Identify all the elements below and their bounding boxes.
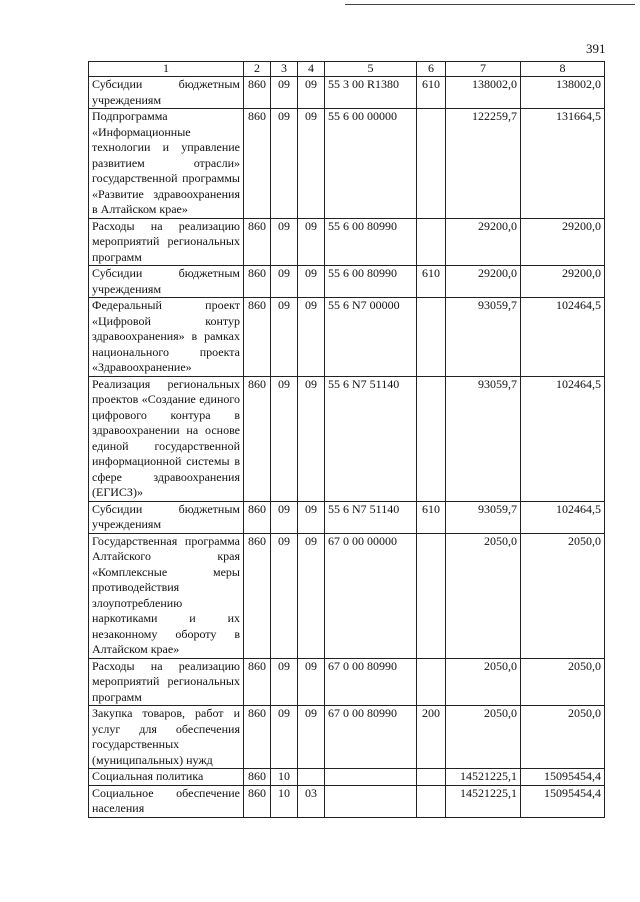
header-row xyxy=(89,62,605,77)
row-amount-col7: 29200,0 xyxy=(446,218,521,266)
row-expense-type: 610 xyxy=(417,77,446,109)
row-name: Закупка товаров, работ и услуг для обеспечения государственных (муниципальных) нужд xyxy=(89,706,244,769)
row-section: 09 xyxy=(271,533,298,658)
table-row xyxy=(89,218,605,266)
row-amount-col7: 2050,0 xyxy=(446,533,521,658)
row-target-article: 55 6 N7 51140 xyxy=(325,376,417,501)
row-expense-type xyxy=(417,769,446,786)
row-section: 09 xyxy=(271,658,298,706)
row-expense-type: 200 xyxy=(417,706,446,769)
table-row xyxy=(89,376,605,501)
row-expense-type xyxy=(417,658,446,706)
row-amount-col7: 93059,7 xyxy=(446,501,521,533)
row-target-article: 67 0 00 80990 xyxy=(325,658,417,706)
header-col-1: 1 xyxy=(89,62,244,77)
row-name: Субсидии бюджетным учреждениям xyxy=(89,77,244,109)
row-subsection: 09 xyxy=(298,658,325,706)
row-target-article xyxy=(325,785,417,817)
row-expense-type xyxy=(417,298,446,377)
table-row xyxy=(89,658,605,706)
row-name: Федеральный проект «Цифровой контур здравоохранения» в рамках национального проекта «Здравоохранение» xyxy=(89,298,244,377)
table-row xyxy=(89,785,605,817)
row-amount-col7: 122259,7 xyxy=(446,109,521,219)
row-amount-col7: 2050,0 xyxy=(446,706,521,769)
row-subsection: 09 xyxy=(298,266,325,298)
row-target-article: 67 0 00 80990 xyxy=(325,706,417,769)
row-section: 10 xyxy=(271,769,298,786)
row-amount-col8: 29200,0 xyxy=(521,218,605,266)
row-admin-code: 860 xyxy=(244,533,271,658)
row-name: Социальное обеспечение населения xyxy=(89,785,244,817)
header-col-7: 7 xyxy=(446,62,521,77)
row-section: 09 xyxy=(271,266,298,298)
row-subsection: 09 xyxy=(298,77,325,109)
table-row xyxy=(89,109,605,219)
budget-table xyxy=(88,61,605,818)
row-expense-type xyxy=(417,109,446,219)
row-admin-code: 860 xyxy=(244,109,271,219)
row-name: Расходы на реализацию мероприятий региональных программ xyxy=(89,658,244,706)
table-row xyxy=(89,501,605,533)
row-amount-col8: 131664,5 xyxy=(521,109,605,219)
row-name: Социальная политика xyxy=(89,769,244,786)
table-row xyxy=(89,706,605,769)
row-expense-type xyxy=(417,785,446,817)
row-subsection: 09 xyxy=(298,706,325,769)
row-expense-type xyxy=(417,218,446,266)
row-amount-col7: 29200,0 xyxy=(446,266,521,298)
row-target-article: 55 6 N7 00000 xyxy=(325,298,417,377)
row-target-article: 67 0 00 00000 xyxy=(325,533,417,658)
header-col-8: 8 xyxy=(521,62,605,77)
row-admin-code: 860 xyxy=(244,785,271,817)
row-admin-code: 860 xyxy=(244,501,271,533)
row-amount-col7: 14521225,1 xyxy=(446,769,521,786)
row-amount-col7: 2050,0 xyxy=(446,658,521,706)
top-rule xyxy=(345,4,635,5)
row-expense-type: 610 xyxy=(417,501,446,533)
row-amount-col8: 102464,5 xyxy=(521,298,605,377)
row-amount-col8: 102464,5 xyxy=(521,376,605,501)
row-section: 09 xyxy=(271,706,298,769)
row-target-article: 55 6 00 80990 xyxy=(325,218,417,266)
row-admin-code: 860 xyxy=(244,376,271,501)
row-amount-col7: 14521225,1 xyxy=(446,785,521,817)
row-section: 09 xyxy=(271,298,298,377)
row-amount-col8: 2050,0 xyxy=(521,658,605,706)
row-name: Расходы на реализацию мероприятий региональных программ xyxy=(89,218,244,266)
row-expense-type xyxy=(417,376,446,501)
row-section: 09 xyxy=(271,109,298,219)
row-amount-col8: 138002,0 xyxy=(521,77,605,109)
page-number: 391 xyxy=(586,41,606,56)
row-admin-code: 860 xyxy=(244,218,271,266)
row-target-article: 55 6 00 80990 xyxy=(325,266,417,298)
row-subsection: 09 xyxy=(298,376,325,501)
row-admin-code: 860 xyxy=(244,769,271,786)
row-subsection: 09 xyxy=(298,501,325,533)
row-admin-code: 860 xyxy=(244,706,271,769)
row-name: Субсидии бюджетным учреждениям xyxy=(89,266,244,298)
row-name: Реализация региональных проектов «Создание единого цифрового контура в здравоохранении на основе единой государственной информационной системы в сфере здравоохранения (ЕГИСЗ)» xyxy=(89,376,244,501)
table-row xyxy=(89,77,605,109)
header-col-5: 5 xyxy=(325,62,417,77)
row-subsection: 09 xyxy=(298,533,325,658)
row-expense-type xyxy=(417,533,446,658)
table-row xyxy=(89,298,605,377)
row-subsection: 03 xyxy=(298,785,325,817)
row-name: Субсидии бюджетным учреждениям xyxy=(89,501,244,533)
row-target-article xyxy=(325,769,417,786)
table-row xyxy=(89,266,605,298)
row-admin-code: 860 xyxy=(244,658,271,706)
row-amount-col8: 2050,0 xyxy=(521,706,605,769)
row-amount-col7: 93059,7 xyxy=(446,298,521,377)
row-subsection xyxy=(298,769,325,786)
row-target-article: 55 3 00 R1380 xyxy=(325,77,417,109)
header-col-2: 2 xyxy=(244,62,271,77)
row-section: 09 xyxy=(271,77,298,109)
table-row xyxy=(89,769,605,786)
row-target-article: 55 6 N7 51140 xyxy=(325,501,417,533)
row-section: 09 xyxy=(271,376,298,501)
row-name: Подпрограмма «Информационные технологии и управление развитием отрасли» государственной программы «Развитие здравоохранения в Алтайском крае» xyxy=(89,109,244,219)
row-subsection: 09 xyxy=(298,109,325,219)
row-admin-code: 860 xyxy=(244,77,271,109)
row-section: 09 xyxy=(271,501,298,533)
row-admin-code: 860 xyxy=(244,298,271,377)
row-amount-col8: 15095454,4 xyxy=(521,769,605,786)
row-amount-col8: 29200,0 xyxy=(521,266,605,298)
row-name: Государственная программа Алтайского края «Комплексные меры противодействия злоупотреблению наркотиками и их незаконному обороту в Алтайском крае» xyxy=(89,533,244,658)
row-amount-col7: 93059,7 xyxy=(446,376,521,501)
row-amount-col8: 15095454,4 xyxy=(521,785,605,817)
header-col-6: 6 xyxy=(417,62,446,77)
row-subsection: 09 xyxy=(298,298,325,377)
row-subsection: 09 xyxy=(298,218,325,266)
row-section: 09 xyxy=(271,218,298,266)
row-amount-col7: 138002,0 xyxy=(446,77,521,109)
row-expense-type: 610 xyxy=(417,266,446,298)
header-col-4: 4 xyxy=(298,62,325,77)
row-amount-col8: 102464,5 xyxy=(521,501,605,533)
row-admin-code: 860 xyxy=(244,266,271,298)
row-target-article: 55 6 00 00000 xyxy=(325,109,417,219)
header-col-3: 3 xyxy=(271,62,298,77)
row-amount-col8: 2050,0 xyxy=(521,533,605,658)
table-row xyxy=(89,533,605,658)
row-section: 10 xyxy=(271,785,298,817)
